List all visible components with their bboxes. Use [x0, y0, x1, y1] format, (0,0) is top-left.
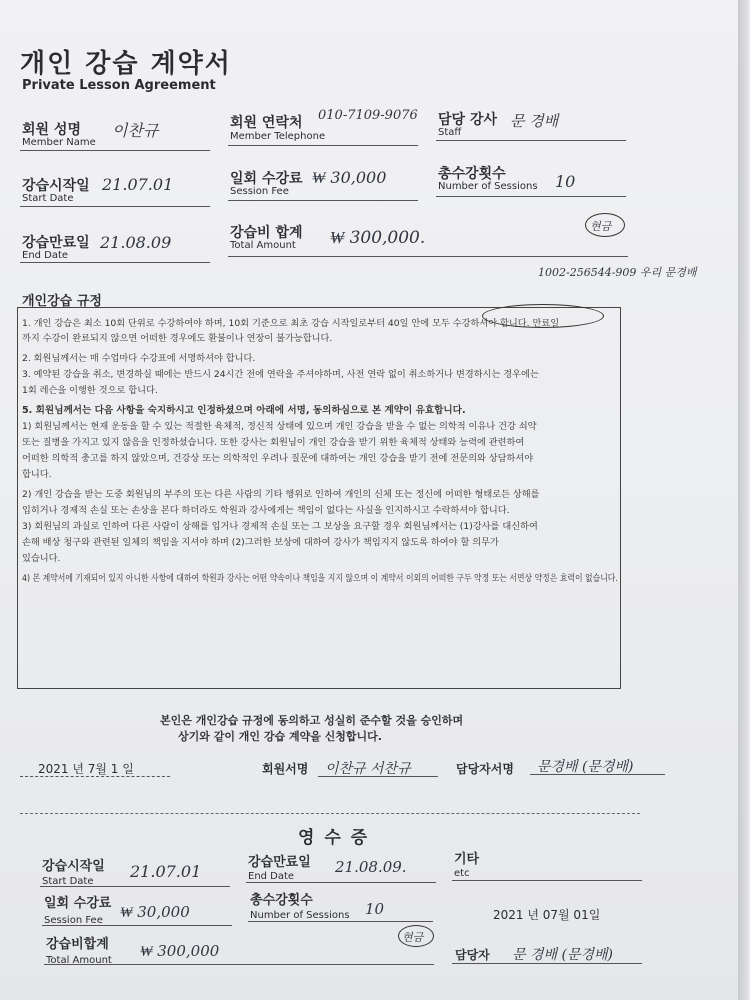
- staff-label: 담당 강사: [438, 112, 497, 128]
- receipt-total-underline: [44, 964, 434, 965]
- rule-line: 있습니다.: [22, 553, 61, 564]
- member-name-value: 이찬규: [112, 121, 159, 140]
- agreement-line-1: 본인은 개인강습 규정에 동의하고 성실히 준수할 것을 승인하며: [160, 714, 464, 727]
- payment-note-circle: [585, 213, 625, 237]
- receipt-start-date-underline: [40, 886, 230, 887]
- rule-line: 까지 수강이 완료되지 않으면 어떠한 경우에도 환불이나 연장이 불가능합니다.: [22, 333, 333, 344]
- receipt-separator: [20, 813, 640, 814]
- receipt-etc-label-en: etc: [454, 868, 470, 879]
- start-date-label-en: Start Date: [22, 193, 74, 204]
- session-fee-label: 일회 수강료: [230, 171, 303, 187]
- receipt-total-label: 강습비합계: [46, 937, 109, 952]
- session-fee-value: ₩ 30,000: [312, 168, 387, 187]
- rule-line: 1. 개인 강습은 최소 10회 단위로 수강하여야 하며, 10회 기준으로 최초 강습 시작일로부터 40일 안에 모두 수강하셔야 합니다. 만료일: [22, 318, 560, 329]
- member-name-underline: [20, 150, 210, 151]
- member-name-label-en: Member Name: [22, 137, 96, 148]
- receipt-title: 영 수 증: [298, 828, 370, 848]
- receipt-sessions-value: 10: [365, 900, 385, 918]
- rules-title: 개인강습 규정: [22, 294, 102, 309]
- staff-value: 문 경배: [510, 112, 559, 130]
- receipt-session-fee-label: 일회 수강료: [44, 896, 112, 911]
- page-title: 개인 강습 계약서: [20, 49, 232, 79]
- sessions-underline: [436, 196, 626, 197]
- bank-account: 1002-256544-909 우리 문경배: [538, 266, 697, 279]
- receipt-session-fee-underline: [42, 925, 232, 926]
- total-underline: [228, 256, 628, 257]
- agreement-line-2: 상기와 같이 개인 강습 계약을 신청합니다.: [178, 730, 382, 743]
- total-label: 강습비 합계: [230, 225, 303, 241]
- staff-sign-label: 담당자서명: [456, 762, 514, 776]
- receipt-start-date-label: 강습시작일: [42, 859, 105, 874]
- receipt-sessions-underline: [248, 921, 433, 922]
- receipt-total-label-en: Total Amount: [46, 955, 112, 966]
- contract-date-underline: [20, 776, 170, 777]
- member-phone-label-en: Member Telephone: [230, 131, 326, 142]
- rule-line: 2. 회원님께서는 매 수업마다 수강표에 서명하셔야 합니다.: [22, 353, 256, 364]
- end-date-value: 21.08.09: [100, 233, 172, 252]
- receipt-end-date-label: 강습만료일: [248, 855, 311, 870]
- total-label-en: Total Amount: [230, 240, 296, 251]
- receipt-total-value: ₩ 300,000: [140, 942, 220, 960]
- staff-label-en: Staff: [438, 127, 462, 138]
- end-date-label-en: End Date: [22, 250, 69, 261]
- receipt-staff-label: 담당자: [455, 948, 490, 962]
- rule-line: 4) 본 계약서에 기재되어 있지 아니한 사항에 대하여 학원과 강사는 어떤 약속이나 책임을 지지 않으며 이 계약서 이외의 어떠한 구두 약정 또는 서면상 약정은 효력이 없습니다.: [22, 573, 618, 584]
- page-subtitle: Private Lesson Agreement: [22, 78, 216, 93]
- receipt-start-date-value: 21.07.01: [130, 862, 202, 881]
- member-phone-value: 010-7109-9076: [318, 108, 418, 123]
- receipt-payment-note: 현금: [402, 931, 424, 944]
- staff-underline: [436, 140, 626, 141]
- rule-line: 손해 배상 청구와 관련된 일체의 책임을 지셔야 하며 (2)그러한 보상에 대하여 강사가 책임지지 않도록 하여야 할 의무가: [22, 537, 499, 548]
- start-date-underline: [20, 206, 210, 207]
- member-phone-label: 회원 연락처: [230, 115, 303, 131]
- start-date-label: 강습시작일: [22, 178, 90, 194]
- rule-line: 3) 회원님의 과실로 인하여 다른 사람이 상해를 입거나 경제적 손실 또는 그 보상을 요구할 경우 회원님께서는 (1)강사를 대신하여: [22, 521, 538, 532]
- rule-line: 입히거나 경제적 손실 또는 손상을 본다 하더라도 학원과 강사에게는 책임이 없다는 사실을 인지하시고 수락하셔야 합니다.: [22, 505, 510, 516]
- rule-line: 어떠한 의학적 충고를 하지 않았으며, 건강상 또는 의학적인 우려나 질문에 대하여는 개인 강습을 받기 전에 전문의와 상담하셔야: [22, 453, 534, 464]
- session-fee-label-en: Session Fee: [230, 186, 289, 197]
- receipt-etc-underline: [452, 880, 642, 881]
- receipt-sessions-label-en: Number of Sessions: [250, 910, 350, 921]
- receipt-session-fee-label-en: Session Fee: [44, 915, 103, 926]
- end-date-label: 강습만료일: [22, 235, 90, 251]
- rule-line: 또는 질병을 가지고 있지 않음을 인정하셨습니다. 또한 강사는 회원님이 개인 강습을 받기 위한 육체적 상태와 능력에 관련하여: [22, 437, 525, 448]
- rule-line: 합니다.: [22, 469, 52, 480]
- rule-line: 5. 회원님께서는 다음 사항을 숙지하시고 인정하셨으며 아래에 서명, 동의하심으로 본 계약이 유효합니다.: [22, 405, 466, 416]
- receipt-sessions-label: 총수강횟수: [250, 893, 313, 908]
- session-fee-underline: [228, 200, 418, 201]
- receipt-staff-value: 문 경배 (문경배): [512, 947, 613, 963]
- receipt-end-date-value: 21.08.09.: [335, 858, 407, 876]
- contract-date: 2021 년 7월 1 일: [38, 762, 134, 776]
- staff-sign-underline: [530, 774, 665, 775]
- rule-line: 2) 개인 강습을 받는 도중 회원님의 부주의 또는 다른 사람의 기타 행위로 인하여 개인의 신체 또는 정신에 어떠한 형태로든 상해를: [22, 489, 540, 500]
- rule-line: 1) 회원님께서는 현재 운동을 할 수 있는 적절한 육체적, 정신적 상태에 있으며 개인 강습을 받을 수 없는 의학적 이유나 건강 쇠약: [22, 421, 537, 432]
- receipt-staff-underline: [452, 963, 642, 964]
- member-sign-value: 이찬규 서찬규: [325, 761, 411, 777]
- staff-sign-value: 문경배 (문경배): [537, 759, 634, 775]
- member-phone-underline: [228, 145, 418, 146]
- receipt-start-date-label-en: Start Date: [42, 876, 94, 887]
- end-date-underline: [20, 262, 210, 263]
- member-sign-label: 회원서명: [262, 762, 309, 776]
- sessions-value: 10: [555, 172, 576, 191]
- rule-line: 1회 레슨을 이행한 것으로 합니다.: [22, 385, 158, 396]
- payment-note: 현금: [590, 220, 612, 233]
- sessions-label-en: Number of Sessions: [438, 181, 538, 192]
- start-date-value: 21.07.01: [102, 175, 174, 194]
- sessions-label: 총수강횟수: [438, 166, 506, 182]
- total-value: ₩ 300,000.: [330, 228, 426, 248]
- highlight-circle: [482, 304, 604, 328]
- receipt-session-fee-value: ₩ 30,000: [120, 903, 190, 921]
- receipt-end-date-underline: [246, 882, 436, 883]
- member-name-label: 회원 성명: [22, 122, 81, 138]
- receipt-payment-note-circle: [398, 925, 434, 947]
- member-sign-underline: [318, 776, 438, 777]
- receipt-end-date-label-en: End Date: [248, 871, 295, 882]
- receipt-etc-label: 기타: [454, 852, 480, 867]
- receipt-date: 2021 년 07월 01일: [493, 908, 601, 922]
- rule-line: 3. 예약된 강습을 취소, 변경하실 때에는 반드시 24시간 전에 연락을 주셔야하며, 사전 연락 없이 취소하거나 변경하시는 경우에는: [22, 369, 539, 380]
